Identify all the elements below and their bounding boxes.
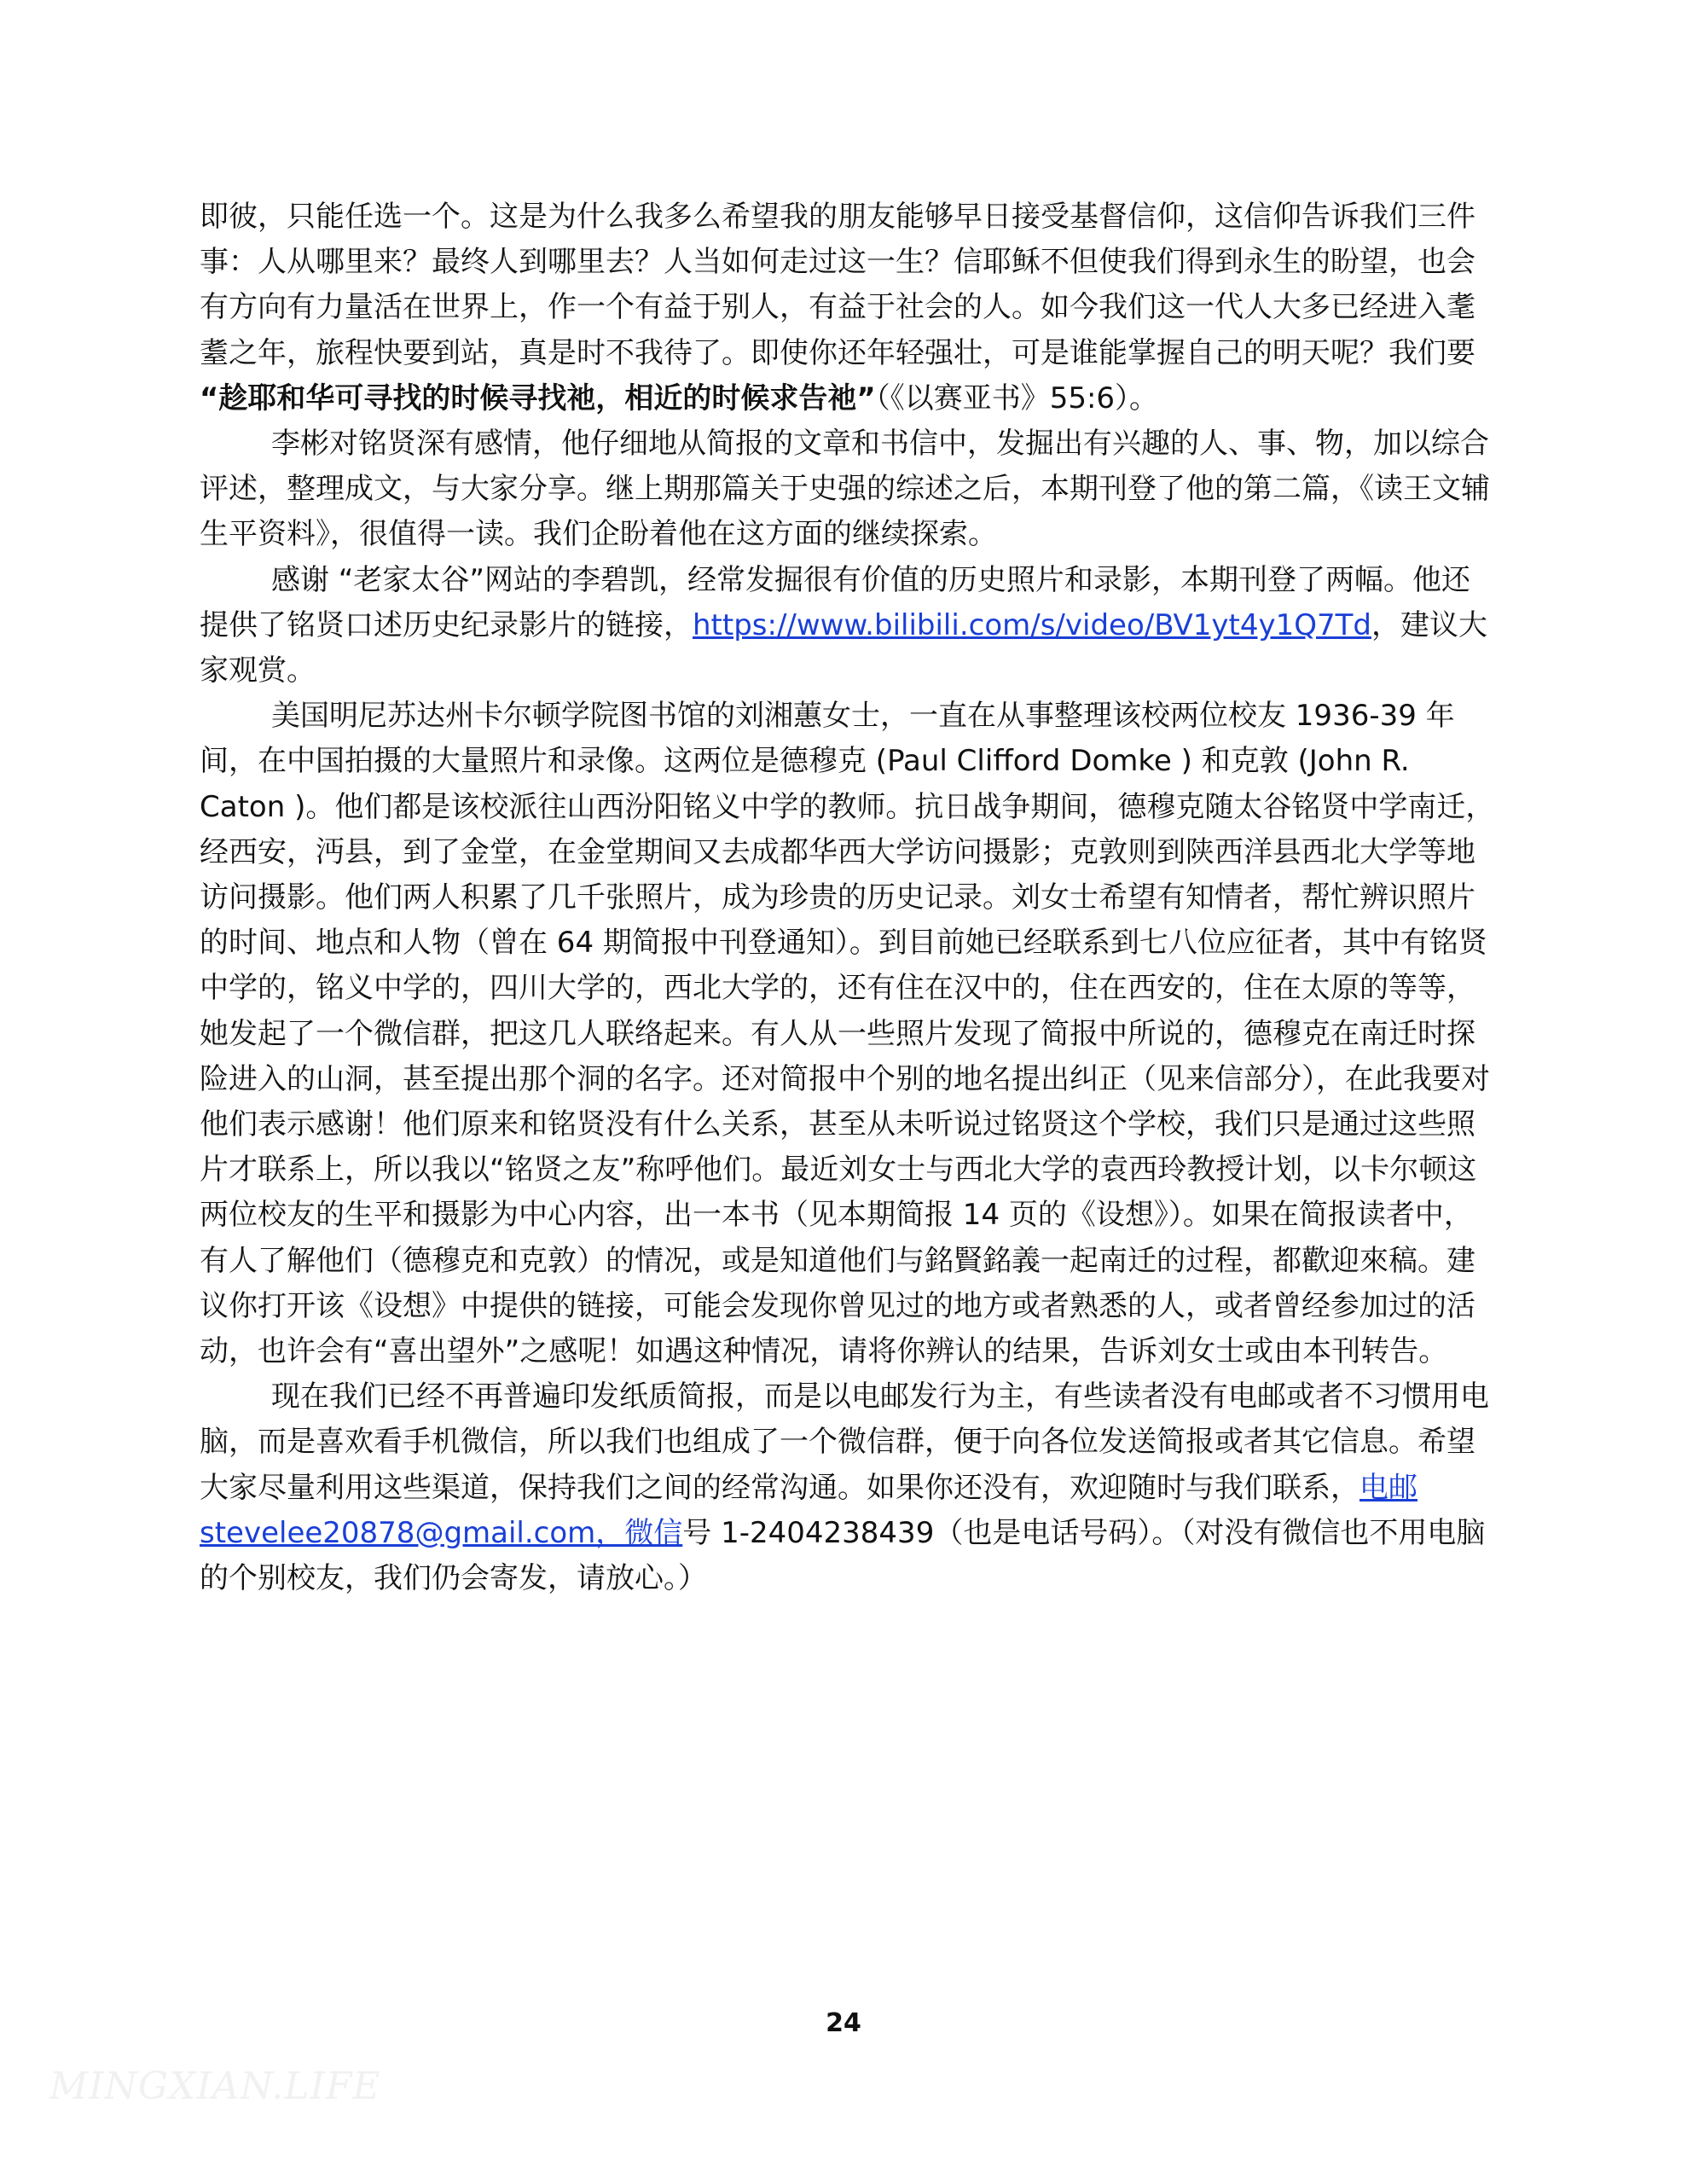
isaiah-quote: “趁耶和华可寻找的时候寻找祂，相近的时候求告祂” — [200, 380, 876, 415]
paragraph-3 — [200, 558, 1496, 694]
paragraph-5-text-before: 现在我们已经不再普遍印发纸质简报，而是以电邮发行为主，有些读者没有电邮或者不习惯用电脑，而是喜欢看手机微信，所以我们也组成了一个微信群，便于向各位发送简报或者其它信息。希望大家尽量利用这些渠道，保持我们之间的经常沟通。如果你还没有，欢迎随时与我们联系， — [200, 1380, 1489, 1505]
paragraph-5-text-after: 号 1-2404238439（也是电话号码）。（对没有微信也不用电脑的个别校友，我们仍会寄发，请放心。） — [200, 1515, 1486, 1596]
paragraph-1 — [200, 195, 1496, 421]
bilibili-video-link[interactable]: https://www.bilibili.com/s/video/BV1yt4y1Q7Td — [693, 607, 1371, 642]
site-watermark: MINGXIAN.LIFE — [49, 2065, 381, 2108]
paragraph-2: 李彬对铭贤深有感情，他仔细地从简报的文章和书信中，发掘出有兴趣的人、事、物，加以综合评述，整理成文，与大家分享。继上期那篇关于史强的综述之后，本期刊登了他的第二篇，《读王文辅生平资料》，很值得一读。我们企盼着他在这方面的继续探索。 — [200, 427, 1490, 552]
page-number: 24 — [826, 2008, 861, 2038]
body-text — [200, 195, 1496, 1601]
paragraph-5 — [200, 1374, 1496, 1601]
paragraph-3-text-before: 感谢 “老家太谷”网站的李碧凯，经常发掘很有价值的历史照片和录影，本期刊登了两幅。他还提供了铭贤口述历史纪录影片的链接， — [200, 562, 1471, 642]
paragraph-1-text: 即彼，只能任选一个。这是为什么我多么希望我的朋友能够早日接受基督信仰，这信仰告诉我们三件事：人从哪里来？最终人到哪里去？人当如何走过这一生？信耶稣不但使我们得到永生的盼望，也会有方向有力量活在世界上，作一个有益于别人，有益于社会的人。如今我们这一代人大多已经进入耄耋之年，旅程快要到站，真是时不我待了。即使你还年轻强壮，可是谁能掌握自己的明天呢？我们要 — [200, 200, 1475, 370]
paragraph-3-text-after: ，建议大家观赏。 — [200, 607, 1487, 688]
email-wechat-link[interactable]: 电邮 stevelee20878@gmail.com，微信 — [200, 1470, 1417, 1550]
paragraph-4: 美国明尼苏达州卡尔顿学院图书馆的刘湘蕙女士，一直在从事整理该校两位校友 1936-39 年间，在中国拍摄的大量照片和录像。这两位是德穆克 (Paul Clifford Domke ) 和克敦 (John R. Caton )。他们都是该校派往山西汾阳铭义中学的教师。抗日战争期间，德穆克随太谷铭贤中学南迁，经西安，沔县，到了金堂，在金堂期间又去成都华西大学访问摄影；克敦则到陕西洋县西北大学等地访问摄影。他们两人积累了几千张照片，成为珍贵的历史记录。刘女士希望有知情者，帮忙辨识照片的时间、地点和人物（曾在 64 期简报中刊登通知）。到目前她已经联系到七八位应征者，其中有铭贤中学的，铭义中学的，四川大学的，西北大学的，还有住在汉中的，住在西安的，住在太原的等等，她发起了一个微信群，把这几人联络起来。有人从一些照片发现了简报中所说的，德穆克在南迁时探险进入的山洞，甚至提出那个洞的名字。还对简报中个别的地名提出纠正（见来信部分），在此我要对他们表示感谢！他们原来和铭贤没有什么关系，甚至从未听说过铭贤这个学校，我们只是通过这些照片才联系上，所以我以“铭贤之友”称呼他们。最近刘女士与西北大学的袁西玲教授计划，以卡尔顿这两位校友的生平和摄影为中心内容，出一本书（见本期简报 14 页的《设想》）。如果在简报读者中，有人了解他们（德穆克和克敦）的情况，或是知道他们与銘賢銘義一起南迁的过程，都歡迎來稿。建议你打开该《设想》中提供的链接，可能会发现你曾见过的地方或者熟悉的人，或者曾经参加过的活动，也许会有“喜出望外”之感呢！如遇这种情况，请将你辨认的结果，告诉刘女士或由本刊转告。 — [200, 699, 1495, 1369]
isaiah-reference: （《以赛亚书》55:6）。 — [875, 380, 1159, 415]
